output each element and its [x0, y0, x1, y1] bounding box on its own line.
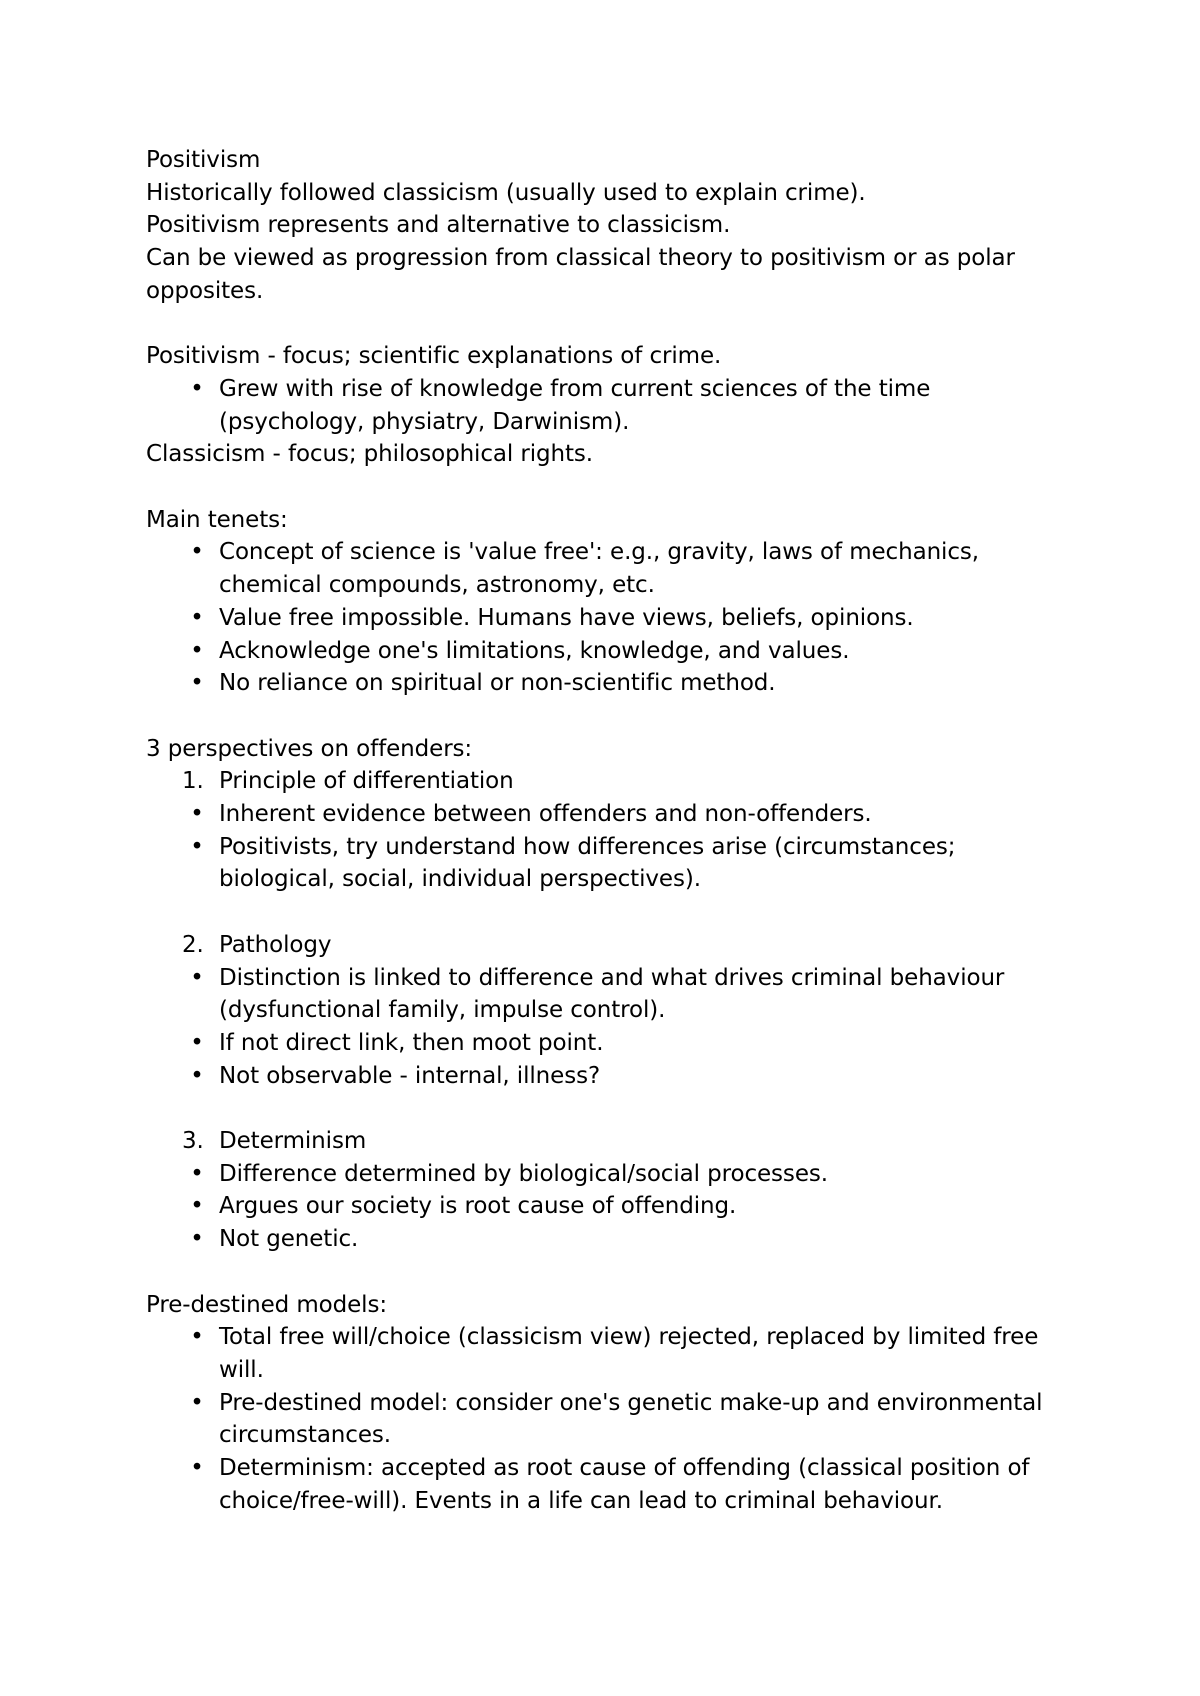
list-item-text: Distinction is linked to difference and what drives criminal behaviour (dysfunctional family, impulse control). — [219, 964, 1005, 1024]
spacer — [146, 471, 1076, 504]
spacer — [146, 1092, 1076, 1125]
tenets-heading: Main tenets: — [146, 506, 288, 533]
numbered-item-title: Determinism — [219, 1128, 367, 1155]
bullet-icon: • — [190, 375, 204, 402]
list-item-text: Determinism: accepted as root cause of offending (classical position of choice/free-will). Events in a life can lead to criminal behaviour. — [219, 1455, 1030, 1514]
list-item-text: Positivists, try understand how differences arise (circumstances; biological, social, individual perspectives). — [219, 833, 956, 893]
models-heading: Pre-destined models: — [146, 1291, 387, 1318]
spacer — [146, 896, 1076, 929]
list-item — [146, 1060, 1076, 1093]
list-item-text: Difference determined by biological/social processes. — [219, 1160, 828, 1187]
positivism-focus: Positivism - focus; scientific explanations of crime. — [146, 343, 722, 370]
list-item-text: Total free will/choice (classicism view) rejected, replaced by limited free will. — [219, 1324, 1039, 1383]
numbered-item — [146, 929, 1076, 962]
list-item-text: Concept of science is 'value free': e.g., gravity, laws of mechanics, chemical compounds, astronomy, etc. — [219, 539, 979, 599]
bullet-icon: • — [190, 604, 204, 631]
list-item-text: Grew with rise of knowledge from current sciences of the time (psychology, physiatry, Darwinism). — [219, 375, 931, 435]
list-number: 2. — [182, 931, 204, 958]
bullet-icon: • — [190, 1226, 204, 1253]
bullet-icon: • — [190, 637, 204, 664]
list-item-text: Not observable - internal, illness? — [219, 1062, 601, 1089]
numbered-item — [146, 765, 1076, 798]
list-item-text: Inherent evidence between offenders and non-offenders. — [219, 801, 872, 828]
list-item-text: Pre-destined model: consider one's genetic make-up and environmental circumstances. — [219, 1389, 1043, 1449]
numbered-item-title: Pathology — [219, 931, 332, 958]
bullet-icon: • — [190, 964, 204, 991]
list-item — [146, 1387, 1076, 1452]
list-number: 3. — [182, 1128, 204, 1155]
bullet-icon: • — [190, 1062, 204, 1089]
bullet-icon: • — [190, 1193, 204, 1220]
list-item — [146, 1223, 1076, 1256]
list-item-text: Argues our society is root cause of offending. — [219, 1193, 737, 1220]
list-item — [146, 602, 1076, 635]
list-item — [146, 373, 1076, 438]
numbered-item — [146, 1125, 1076, 1158]
numbered-item-title: Principle of differentiation — [219, 768, 514, 795]
list-number: 1. — [182, 768, 204, 795]
intro-line-2: Positivism represents and alternative to classicism. — [146, 212, 731, 239]
list-item — [146, 1190, 1076, 1223]
document-page — [146, 144, 1076, 1517]
spacer — [146, 308, 1076, 341]
list-item — [146, 798, 1076, 831]
list-item — [146, 831, 1076, 896]
spacer — [146, 1256, 1076, 1289]
bullet-icon: • — [190, 833, 204, 860]
bullet-icon: • — [190, 670, 204, 697]
list-item — [146, 536, 1076, 601]
bullet-icon: • — [190, 1029, 204, 1056]
intro-line-3: Can be viewed as progression from classical theory to positivism or as polar opposites. — [146, 245, 1015, 304]
list-item-text: Value free impossible. Humans have views, beliefs, opinions. — [219, 604, 914, 631]
perspectives-heading: 3 perspectives on offenders: — [146, 735, 473, 762]
list-item — [146, 667, 1076, 700]
spacer — [146, 700, 1076, 733]
list-item — [146, 1027, 1076, 1060]
list-item — [146, 1158, 1076, 1191]
list-item — [146, 1452, 1076, 1517]
bullet-icon: • — [190, 1455, 204, 1482]
bullet-icon: • — [190, 1389, 204, 1416]
classicism-focus: Classicism - focus; philosophical rights. — [146, 441, 594, 468]
list-item — [146, 635, 1076, 668]
bullet-icon: • — [190, 1160, 204, 1187]
list-item-text: No reliance on spiritual or non-scientific method. — [219, 670, 776, 697]
bullet-icon: • — [190, 1324, 204, 1351]
bullet-icon: • — [190, 539, 204, 566]
list-item — [146, 962, 1076, 1027]
list-item — [146, 1321, 1076, 1386]
list-item-text: Not genetic. — [219, 1226, 359, 1253]
list-item-text: Acknowledge one's limitations, knowledge, and values. — [219, 637, 850, 664]
intro-line-1: Historically followed classicism (usually used to explain crime). — [146, 179, 866, 206]
list-item-text: If not direct link, then moot point. — [219, 1029, 604, 1056]
bullet-icon: • — [190, 801, 204, 828]
document-title: Positivism — [146, 147, 261, 173]
